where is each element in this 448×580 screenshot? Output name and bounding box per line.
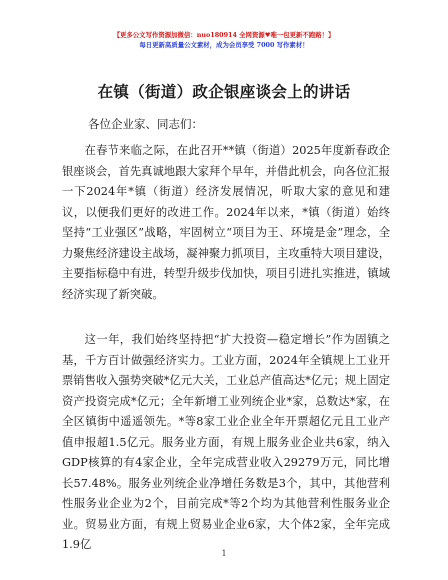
body-paragraph-1: 在春节来临之际，在此召开**镇（街道）2025年度新春政企银座谈会，首先真诚地跟大家拜个早年，并借此机会，向各位汇报一下2024年*镇（街道）经济发展情况，听取大家的意见和建议，以便我们更好的改进工作。2024年以来，*镇（街道）始终坚持“工业强区”战略，牢固树立“项目为王、环境是金”理念，全力聚焦经济建设主战场，凝神聚力抓项目，主攻重特大项目建设，主要指标稳中有进，转型升级步伐加快，项目引进扎实推进，镇域经济实现了新突破。 xyxy=(62,144,390,301)
document-title: 在镇（街道）政企银座谈会上的讲话 xyxy=(97,82,351,101)
page-number: 1 xyxy=(221,549,227,558)
salutation: 各位企业家、同志们： xyxy=(88,117,203,131)
body-paragraph-2: 这一年，我们始终坚持把“扩大投资—稳定增长”作为固镇之基，千方百计做强经济实力。工业方面，2024年全镇规上工业开票销售收入强势突破*亿元大关，工业总产值高达*亿元；规上固定资产投资完成*亿元；全年新增工业列统企业*家，总数达*家，在全区镇街中遥遥领先。*等8家工业企业全年开票超亿元且工业产值申报超1.5亿元。服务业方面，有规上服务业企业共6家，纳入GDP核算的有4家企业，全年完成营业收入29279万元，同比增长57.48%。服务业列统企业净增任务数是3个，其中，其他营利性服务业企业为2个，目前完成*等2个均为其他营利性服务业企业。贸易业方面，有规上贸易业企业6家，大个体2家，全年完成1.9亿 xyxy=(62,333,390,551)
promo-banner-line1: 【更多公文写作资源加微信：nuo180914 全网资源♥唯一包更新不跑路！】 xyxy=(113,31,335,39)
promo-banner-line2: 每日更新高质量公文素材，成为会员享受 7000 写作素材！ xyxy=(139,41,309,49)
